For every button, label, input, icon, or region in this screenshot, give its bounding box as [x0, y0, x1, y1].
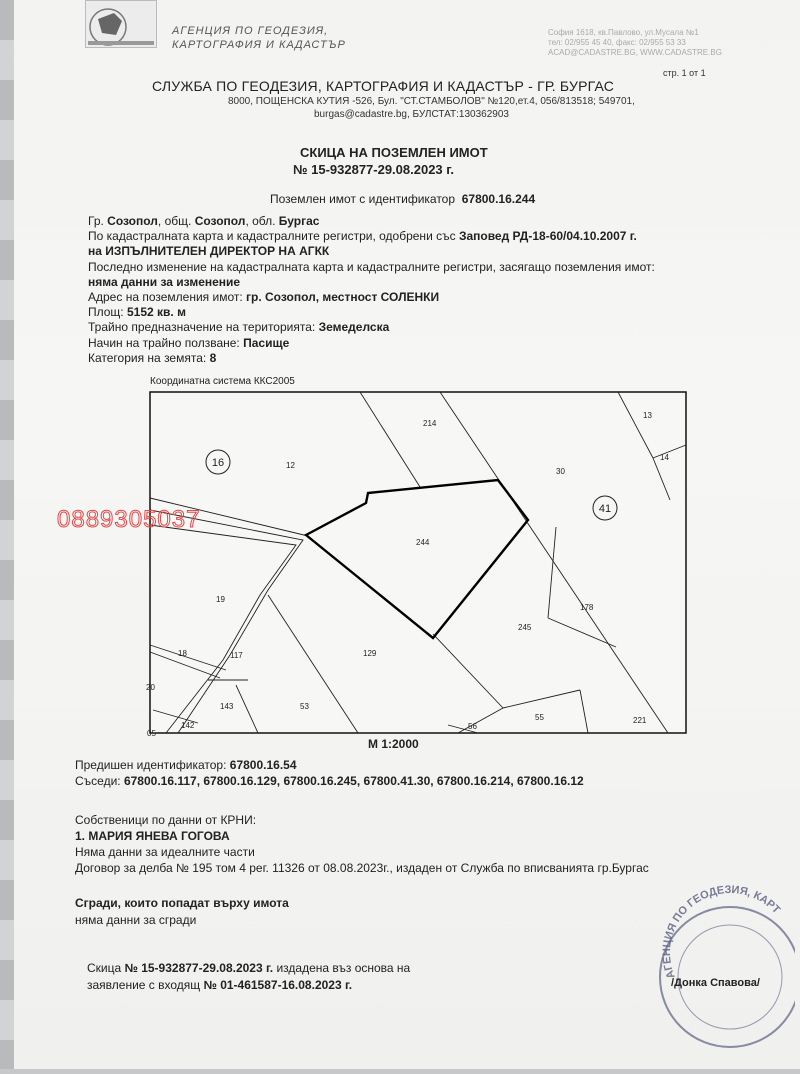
previous-identifier: Предишен идентификатор: 67800.16.54 — [75, 758, 297, 772]
page-number: стр. 1 от 1 — [663, 68, 706, 78]
purpose-line: Трайно предназначение на територията: Земеделска — [88, 320, 390, 335]
map-circle-16: 16 — [211, 457, 225, 469]
buildings-section — [75, 895, 289, 929]
request-line: заявление с входящ № 01-461587-16.08.2023 г. — [87, 978, 353, 992]
parcel-label: 117 — [230, 651, 243, 660]
office-email: burgas@cadastre.bg, БУЛСТАТ:130362903 — [314, 109, 509, 120]
document-title: СКИЦА НА ПОЗЕМЛЕН ИМОТ — [300, 145, 488, 160]
order-line: По кадастралната карта и кадастралните регистри, одобрени със Заповед РД-18-60/04.10.2007 г. — [88, 229, 637, 244]
parcel-label: 143 — [220, 702, 234, 711]
neighbors-line: Съседи: 67800.16.117, 67800.16.129, 67800.16.245, 67800.41.30, 67800.16.214, 67800.16.12 — [75, 774, 584, 788]
parcel-label: 12 — [286, 461, 295, 470]
parcel-label: 142 — [181, 721, 195, 730]
cadastral-map — [148, 390, 688, 740]
address-line: Адрес на поземления имот: гр. Созопол, местност СОЛЕНКИ — [88, 290, 440, 305]
parcel-label: 214 — [423, 419, 437, 428]
property-info — [88, 214, 655, 366]
parcel-label: 221 — [633, 716, 647, 725]
document-number: № 15-932877-29.08.2023 г. — [293, 162, 455, 177]
location-line: Гр. Созопол, общ. Созопол, обл. Бургас — [88, 214, 320, 228]
parcel-label: 129 — [363, 649, 377, 658]
parcel-label: 178 — [580, 603, 594, 612]
issue-footer — [87, 960, 410, 994]
identifiers-section — [75, 757, 584, 789]
parcel-label: 13 — [643, 411, 652, 420]
parcel-label: 14 — [660, 453, 669, 462]
parcel-label: 18 — [178, 649, 187, 658]
owner-name: 1. МАРИЯ ЯНЕВА ГОГОВА — [75, 829, 230, 843]
owner-shares: Няма данни за идеалните части — [75, 845, 255, 859]
buildings-value: няма данни за сгради — [75, 913, 197, 927]
parcel-label: 56 — [468, 722, 477, 731]
parcel-label: 53 — [300, 702, 309, 711]
usage-line: Начин на трайно ползване: Пасище — [88, 335, 290, 350]
parcel-label: 20 — [146, 683, 155, 692]
svg-text:АГЕНЦИЯ ПО ГЕОДЕЗИЯ, КАРТ: АГЕНЦИЯ ПО ГЕОДЕЗИЯ, КАРТ — [660, 883, 783, 981]
parcel-label: 245 — [518, 623, 532, 632]
owner-contract: Договор за делба № 195 том 4 рег. 11326 от 08.08.2023г., издаден от Служба по вписванията гр.Бургас — [75, 861, 649, 875]
office-address: 8000, ПОЩЕНСКА КУТИЯ -526, Бул. "СТ.СТАМБОЛОВ" №120,ет.4, 056/813518; 549701, — [228, 96, 635, 107]
parcel-label: 19 — [216, 595, 225, 604]
agency-contacts: София 1618, кв.Павлово, ул.Мусала №1 тел: 02/955 45 40, факс: 02/955 53 33 ACAD@CADASTRE.BG, WWW.CADASTRE.BG — [548, 28, 722, 57]
map-scale: М 1:2000 — [368, 737, 419, 751]
category-line: Категория на земята: 8 — [88, 350, 217, 365]
area-line: Площ: 5152 кв. м — [88, 305, 186, 320]
map-circle-41: 41 — [598, 503, 612, 515]
coordinate-system: Координатна система ККС2005 — [150, 376, 295, 387]
parcel-label: 55 — [535, 713, 544, 722]
owners-section — [75, 812, 649, 876]
parcel-label-selected: 244 — [416, 538, 430, 547]
owners-heading: Собственици по данни от КРНИ: — [75, 813, 257, 827]
office-name: СЛУЖБА ПО ГЕОДЕЗИЯ, КАРТОГРАФИЯ И КАДАСТЪР - ГР. БУРГАС — [152, 78, 615, 94]
agency-name: АГЕНЦИЯ ПО ГЕОДЕЗИЯ, КАРТОГРАФИЯ И КАДАСТЪР — [172, 25, 346, 51]
buildings-heading: Сгради, които попадат върху имота — [75, 896, 289, 910]
issue-line: Скица № 15-932877-29.08.2023 г. издадена въз основа на — [87, 961, 411, 975]
parcel-label: 05 — [147, 729, 156, 738]
last-change-label: Последно изменение на кадастралната карта и кадастралните регистри, засягащо поземления имот: — [88, 259, 655, 274]
property-identifier: Поземлен имот с идентификатор 67800.16.244 — [270, 192, 536, 206]
parcel-label: 30 — [556, 467, 565, 476]
last-change-value: няма данни за изменение — [88, 274, 241, 289]
authority-line: на ИЗПЪЛНИТЕЛЕН ДИРЕКТОР НА АГКК — [88, 244, 330, 259]
signatory-name: /Донка Спавова/ — [671, 977, 760, 989]
binder-holes — [0, 0, 14, 1069]
agency-logo — [85, 0, 157, 48]
phone-watermark: 0889305037 — [57, 506, 201, 533]
